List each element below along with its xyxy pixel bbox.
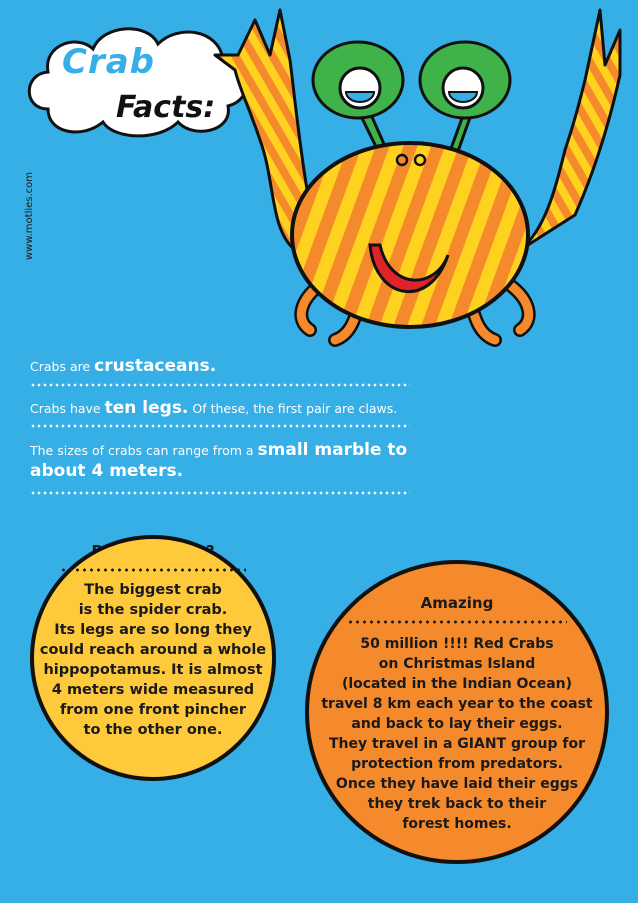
did-you-know-line: hippopotamus. It is almost <box>43 662 263 678</box>
amazing-circle <box>305 560 609 864</box>
website-text: www.motlies.com <box>24 171 35 260</box>
amazing-line: (located in the Indian Ocean) <box>341 676 573 692</box>
amazing-line: and back to lay their eggs. <box>351 716 563 732</box>
did-you-know-line: 4 meters wide measured <box>51 682 255 698</box>
fact-3-prefix: The sizes of crabs can range from a <box>30 443 254 458</box>
amazing-line: on Christmas Island <box>378 656 536 672</box>
did-you-know-body <box>34 580 272 740</box>
amazing-line: protection from predators. <box>351 756 563 772</box>
did-you-know-line: could reach around a whole <box>39 642 267 658</box>
amazing-line: travel 8 km each year to the coast <box>321 696 593 712</box>
did-you-know-line: to the other one. <box>83 722 223 738</box>
did-you-know-line: Its legs are so long they <box>54 622 252 638</box>
amazing-line: they trek back to their <box>367 796 547 812</box>
did-you-know-line: from one front pincher <box>59 702 247 718</box>
did-you-know-line: The biggest crab <box>84 582 222 598</box>
did-you-know-circle <box>30 535 276 781</box>
fact-3-highlight: small marble to about 4 meters. <box>30 440 408 481</box>
divider-2 <box>30 424 410 428</box>
website-label <box>24 150 40 260</box>
divider-1 <box>30 383 410 387</box>
crab-icon <box>180 0 638 350</box>
amazing-line: Once they have laid their eggs <box>335 776 579 792</box>
fact-2-prefix: Crabs have <box>30 401 101 416</box>
crab-illustration <box>180 0 638 350</box>
amazing-line: 50 million !!!! Red Crabs <box>360 636 554 652</box>
fact-3 <box>30 440 420 482</box>
amazing-line: forest homes. <box>402 816 512 832</box>
fact-2-suffix: Of these, the first pair are claws. <box>192 401 398 416</box>
fact-1 <box>30 356 420 377</box>
title-line-2: Facts: <box>116 90 216 125</box>
did-you-know-divider <box>60 568 246 572</box>
fact-1-prefix: Crabs are <box>30 359 91 374</box>
fact-2 <box>30 398 420 419</box>
amazing-line: They travel in a GIANT group for <box>328 736 585 752</box>
fact-2-highlight: ten legs. <box>104 398 189 418</box>
divider-3 <box>30 491 410 495</box>
amazing-heading: Amazing <box>420 594 494 612</box>
amazing-divider <box>347 620 567 624</box>
title-line-1: Crab <box>62 42 156 82</box>
amazing-body <box>309 634 605 834</box>
did-you-know-line: is the spider crab. <box>78 602 228 618</box>
fact-1-highlight: crustaceans. <box>94 356 217 376</box>
